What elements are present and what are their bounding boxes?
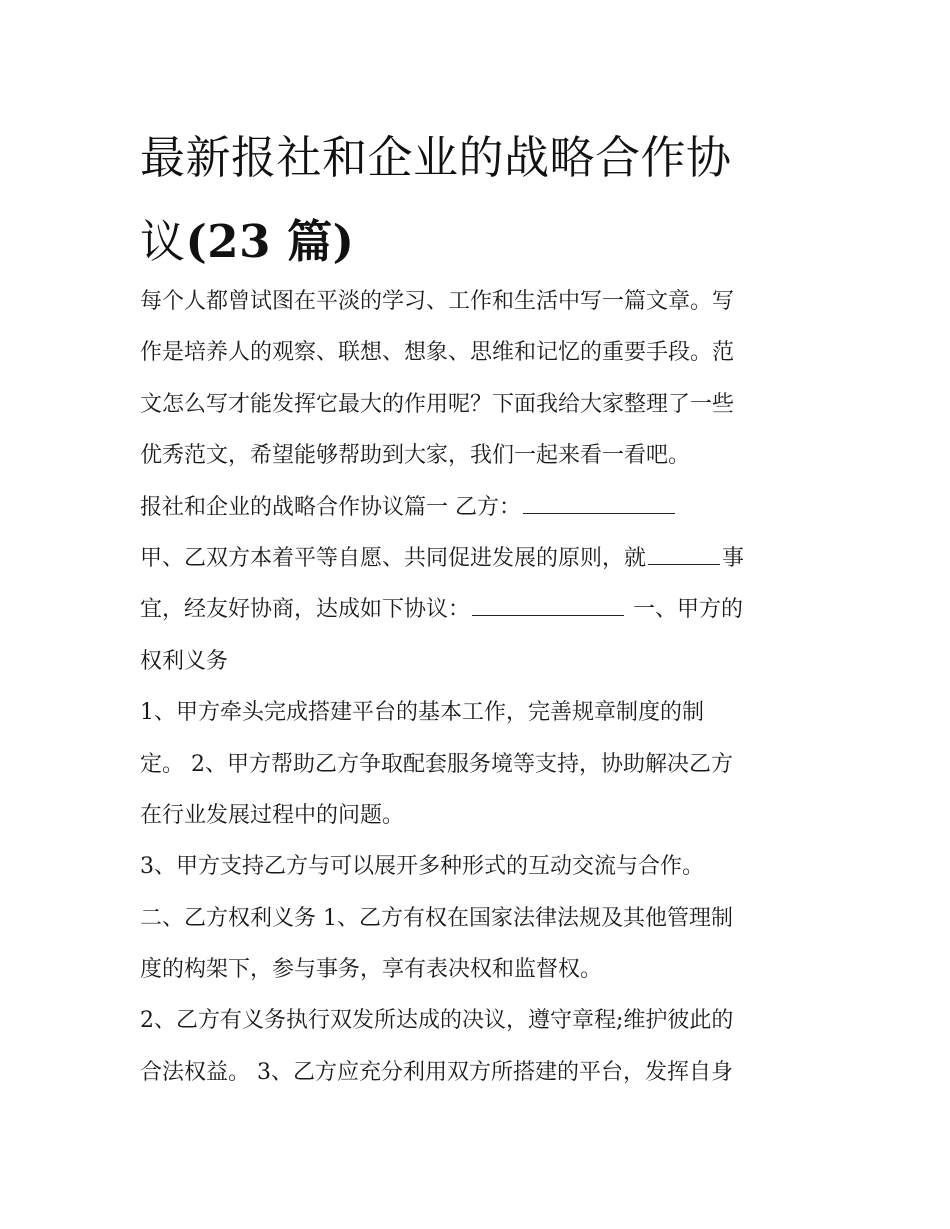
body-line: 权利义务 <box>140 648 229 674</box>
fill-in-blank <box>523 492 675 514</box>
body-text: 一、甲方的 <box>626 597 744 623</box>
body-line: 文怎么写才能发挥它最大的作用呢？下面我给大家整理了一些 <box>140 391 735 417</box>
body-line: 优秀范文，希望能够帮助到大家，我们一起来看一看吧。 <box>140 443 691 469</box>
body-line: 在行业发展过程中的问题。 <box>140 802 405 828</box>
fill-in-blank <box>472 594 624 616</box>
title-count: (23 篇) <box>185 215 355 268</box>
fill-in-blank <box>648 543 720 565</box>
title-main: 最新报社和企业的战略合作协 <box>140 131 732 184</box>
body-text: 甲、乙双方本着平等自愿、共同促进发展的原则，就 <box>140 545 647 571</box>
document-title <box>140 116 830 284</box>
body-line: 合法权益。 3、乙方应充分利用双方所搭建的平台，发挥自身 <box>140 1059 733 1085</box>
document-body <box>140 276 830 1098</box>
body-line <box>140 584 830 635</box>
body-line: 2、乙方有义务执行双发所达成的决议，遵守章程;维护彼此的 <box>140 1008 734 1034</box>
body-line: 度的构架下，参与事务，享有表决权和监督权。 <box>140 957 603 983</box>
body-line: 二、乙方权利义务 1、乙方有权在国家法律法规及其他管理制 <box>140 905 733 931</box>
body-line: 每个人都曾试图在平淡的学习、工作和生活中写一篇文章。写 <box>140 289 735 314</box>
body-line: 作是培养人的观察、联想、想象、思维和记忆的重要手段。范 <box>140 340 735 366</box>
body-line <box>140 533 830 584</box>
body-line: 定。 2、甲方帮助乙方争取配套服务境等支持，协助解决乙方 <box>140 751 733 777</box>
title-line2-prefix: 议 <box>140 215 186 268</box>
body-text: 宜，经友好协商，达成如下协议： <box>140 597 471 623</box>
section-heading-1: 报社和企业的战略合作协议篇一 乙方： <box>140 494 521 520</box>
body-line: 1、甲方牵头完成搭建平台的基本工作，完善规章制度的制 <box>140 700 704 726</box>
body-line: 3、甲方支持乙方与可以展开多种形式的互动交流与合作。 <box>140 854 704 880</box>
body-text: 事 <box>722 545 745 571</box>
body-line <box>140 482 830 533</box>
